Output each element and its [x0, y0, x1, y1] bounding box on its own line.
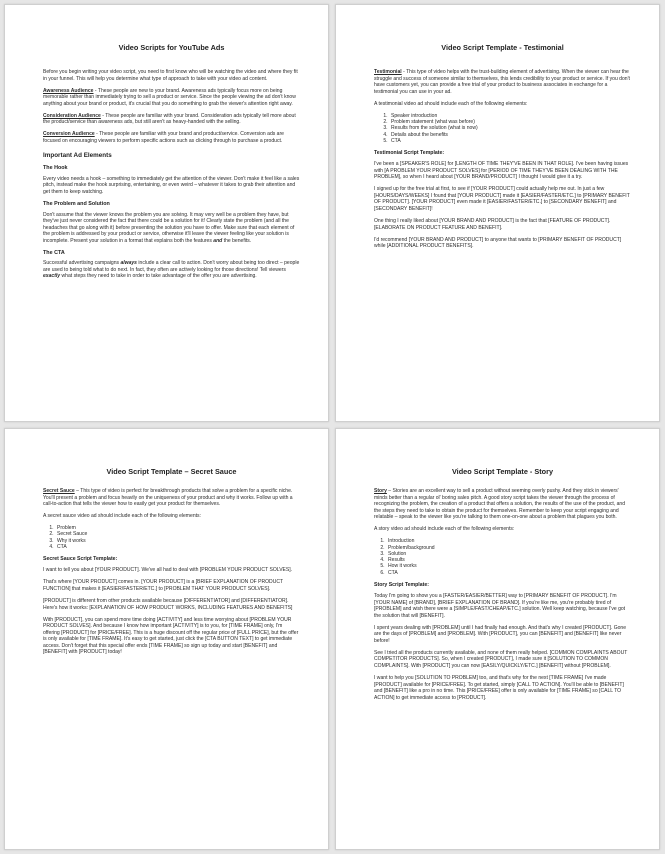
script-paragraph: See I tried all the products currently available, and none of them really helped. [COMMON COMPLAINTS ABOUT COMPETITOR PRODUCTS]. So, when I created [PRODUCT], I made sure it [SOLUTION TO COMMON COMPLAINTS]. With [PRODUCT] you can now [EASILY/QUICKLY/ETC.] [BENEFIT] without [PROBLEM]. — [374, 649, 628, 669]
consideration-text: - These people are familiar with your brand. Consideration ads typically tell more about the product/service than awareness ads, but still aren't as heavy-handed with the selling. — [43, 112, 296, 126]
intro-paragraph: Before you begin writing your video script, you need to first know who will be watching the video and where they fit in your funnel. This will help you determine what type of approach to take with your video ad content. — [43, 69, 298, 82]
page-title: Video Script Template - Testimonial — [441, 43, 564, 52]
awareness-paragraph — [43, 88, 300, 108]
list-intro: A testimonial video ad should include each of the following elements: — [374, 100, 528, 107]
problem-solution-heading: The Problem and Solution — [43, 201, 110, 208]
story-paragraph — [374, 488, 631, 521]
cta-text-emphasis-always: always — [120, 260, 137, 267]
script-paragraph: That's where [YOUR PRODUCT] comes in. [YOUR PRODUCT] is a [BRIEF EXPLANATION OF PRODUCT FUNCTION] that makes it [EASIER/FASTER/ETC.] to [PROBLEM THAT YOUR PRODUCT SOLVES]. — [43, 579, 283, 592]
script-heading: Secret Sauce Script Template: — [43, 556, 118, 563]
page-title: Video Script Template – Secret Sauce — [106, 467, 237, 476]
script-paragraph: I'd recommend [YOUR BRAND AND PRODUCT] to anyone that wants to [PRIMARY BENEFIT OF PRODUCT] while [ADDITIONAL PRODUCT BENEFITS]. — [374, 236, 622, 250]
testimonial-text: - This type of video helps with the trust-building element of advertising. When the viewer can hear the struggle and success of someone similar to themselves, this lends credibility to your product or service. If you don't have customers yet, you can provide a free trial of your product to business associates in exchange for a testimonial you can use in your ad. — [374, 69, 630, 95]
script-paragraph: [PRODUCT] is different from other products available because [DIFFERENTIATOR] and [DIFFERENTIATOR]. Here's how it works: [EXPLANATION OF HOW PRODUCT WORKS, INCLUDING FEATURES AND BENEFITS] — [43, 598, 293, 611]
elements-list — [374, 538, 631, 576]
secret-sauce-paragraph — [43, 488, 300, 508]
list-item: 6. CTA — [386, 570, 631, 576]
cta-paragraph — [43, 260, 300, 280]
list-item: 4. CTA — [55, 544, 300, 550]
list-item: 1. Problem — [55, 525, 300, 531]
script-paragraph: I signed up for the free trial at first, to see if [YOUR PRODUCT] could actually help me out. In just a few [HOURS/DAYS/WEEKS] I found that [YOUR PRODUCT] made it [EASIER/FASTER/ETC.] to [PRIMARY BENEFIT OF PRODUCT]. [YOUR PRODUCT] even made it [EASIER/FASTER/ETC.] to [SECONDARY BENEFIT] and [SECONDARY BENEFIT]! — [374, 186, 630, 212]
script-paragraph: With [PRODUCT], you can spend more time doing [ACTIVITY] and less time worrying about [PROBLEM YOUR PRODUCT SOLVES]. And because I know how important [ACTIVITY] is to you, for [TIME FRAME] only, I'm offering [PRODUCT] for [PRICE/FREE]. This is a huge discount off the regular price of [FULL PRICE], but the offer is only available for [TIME FRAME]. It's easy to get started, just click the [CTA BUTTON TEXT] to get immediate access. Don't forget that this special offer ends [TIME FRAME] so sign up today and start [BENEFIT] and [BENEFIT] with [PRODUCT] today! — [43, 616, 299, 656]
list-item: 3. Solution — [386, 551, 631, 557]
problem-text-b: the benefits. — [222, 237, 252, 244]
script-paragraph: I want to help you [SOLUTION TO PROBLEM] too, and that's why for the next [TIME FRAME] I've made [PRODUCT] available for [PRICE/FREE]. To get started, simply [CALL TO ACTION]. You'll be able to [BENEFIT] and [BENEFIT] like a pro in no time. This [PRICE/FREE] offer is only available for [TIME FRAME] so [CALL TO ACTION] to get immediate access to [PRODUCT]. — [374, 675, 624, 701]
page-secret-sauce-template — [4, 428, 329, 850]
story-text: – Stories are an excellent way to sell a product without seeming overly pushy. And they stick in viewers' minds better than a regular ol' boring sales pitch. A good story script takes the viewer through the process of recognizing the problem, the creation of a product that offers a solution, the results of the use of the product, and the steps they need to take to obtain the product for themselves. Remember to keep your script engaging and relatable – speak to the viewer like you're talking to them one-on-one about a problem that plagues you both. — [374, 488, 626, 521]
list-intro: A secret sauce video ad should include each of the following elements: — [43, 513, 201, 520]
list-item: 2. Problem/background — [386, 545, 631, 551]
page-story-template — [335, 428, 660, 850]
problem-solution-paragraph — [43, 212, 300, 245]
cta-text-emphasis-exactly: exactly — [43, 273, 61, 280]
page-title: Video Scripts for YouTube Ads — [118, 43, 225, 52]
consideration-paragraph — [43, 113, 300, 126]
story-term: Story — [374, 488, 387, 494]
script-paragraph: I've been a [SPEAKER'S ROLE] for [LENGTH OF TIME THEY'VE BEEN IN THAT ROLE]. I've been having issues with [A PROBLEM YOUR PRODUCT SOLVES] for [PERIOD OF TIME THEY'VE BEEN DEALING WITH THE PROBLEM], so when I heard about [YOUR BRAND/PRODUCT] I thought I would give it a try. — [374, 161, 629, 181]
list-item: 2. Problem statement (what was before) — [389, 119, 631, 125]
awareness-term: Awareness Audience — [43, 87, 94, 94]
secret-sauce-term: Secret Sauce — [43, 488, 75, 494]
script-paragraph: Today I'm going to show you a [FASTER/EASIER/BETTER] way to [PRIMARY BENEFIT OF PRODUCT]. I'm [YOUR NAME] of [BRAND], [BRIEF EXPLANATION OF BRAND]. If you're like me, you're probably tired of [PROBLEM] and wish there were a [SIMPLE/FAST/CHEAP/ETC.] solution. Well keep watching, because I've got the solution that will [BENEFIT]. — [374, 593, 626, 619]
awareness-text: - These people are new to your brand. Awareness ads typically focus more on being memorable rather than immediately trying to sell a product or service. Since the people viewing the ad don't know anything about your brand or product, it's crucial that you do something to grab the viewer's attention right away. — [43, 87, 296, 107]
testimonial-paragraph — [374, 69, 631, 95]
secret-sauce-text: – This type of video is perfect for breakthrough products that solve a problem for a specific niche. You'll present a problem and focus heavily on the uniqueness of your product and why it works. Follow up with a call-to-action that tells the viewer how to easily get your product for themselves. — [43, 488, 293, 508]
testimonial-term: Testimonial — [374, 69, 402, 75]
problem-text-a: Don't assume that the viewer knows the problem you are solving. It may very well be a problem they have, but they've just never considered the fact that there could be a solution for it! Clearly state the problem (and all the headaches that go along with it) before presenting the solution you have to offer. Make sure that each element of the problem is addressed by your product or service, otherwise it'll leave the viewer feeling like your solution is incomplete. Present your solution in a format that explains both the features — [43, 211, 295, 244]
page-video-scripts — [4, 4, 329, 422]
list-item: 1. Speaker introduction — [389, 113, 631, 119]
conversion-paragraph — [43, 131, 300, 144]
cta-text-a: Successful advertising campaigns — [43, 260, 121, 267]
script-paragraph: One thing I really liked about [YOUR BRAND AND PRODUCT] is the fact that [FEATURE OF PRODUCT]. [ELABORATE ON PRODUCT FEATURE AND BENEFIT]. — [374, 218, 611, 231]
script-paragraph: I spent years dealing with [PROBLEM] until I had finally had enough. And that's why I created [PRODUCT]. Gone are the days of [PROBLEM] and [PROBLEM]. With [PRODUCT], you can [BENEFIT] and [BENEFIT] like never before! — [374, 624, 627, 644]
important-elements-heading: Important Ad Elements — [43, 152, 112, 160]
script-heading: Story Script Template: — [374, 582, 429, 589]
page-testimonial-template — [335, 4, 660, 422]
hook-paragraph: Every video needs a hook – something to immediately get the attention of the viewer. Don't make it feel like a sales pitch, instead make the hook surprising, entertaining, or even weird – whatever it takes to grab their attention and get them to keep watching. — [43, 175, 300, 196]
cta-text-b: include a clear call to action. Don't worry about being too direct – people are used to being told what to do next. In fact, they often are actively looking for those directions! Tell viewers — [43, 260, 300, 273]
list-item: 3. Why it works — [55, 538, 300, 544]
list-item: 3. Results from the solution (what is now) — [389, 125, 631, 131]
conversion-term: Conversion Audience — [43, 131, 95, 138]
list-item: 5. CTA — [389, 138, 631, 144]
elements-list — [377, 113, 631, 144]
list-item: 4. Details about the benefits — [389, 132, 631, 138]
list-item: 1. Introduction — [386, 538, 631, 544]
script-paragraph: I want to tell you about [YOUR PRODUCT]. We've all had to deal with [PROBLEM YOUR PRODUCT SOLVES]. — [43, 567, 293, 574]
elements-list — [43, 525, 300, 550]
script-heading: Testimonial Script Template: — [374, 150, 445, 157]
list-intro: A story video ad should include each of the following elements: — [374, 526, 515, 533]
problem-text-emphasis: and — [213, 237, 223, 244]
page-title: Video Script Template - Story — [451, 467, 554, 476]
list-item: 4. Results — [386, 557, 631, 563]
list-item: 5. How it works — [386, 563, 631, 569]
hook-heading: The Hook — [43, 165, 68, 172]
cta-text-c: what steps they need to take in order to take advantage of the offer you are advertising. — [60, 273, 257, 280]
list-item: 2. Secret Sauce — [55, 531, 300, 537]
cta-heading: The CTA — [43, 249, 65, 256]
conversion-text: - These people are familiar with your brand and product/service. Conversion ads are focused on encouraging viewers to perform specific actions such as clicking through to purchase a product. — [43, 131, 284, 144]
consideration-term: Consideration Audience — [43, 112, 101, 119]
